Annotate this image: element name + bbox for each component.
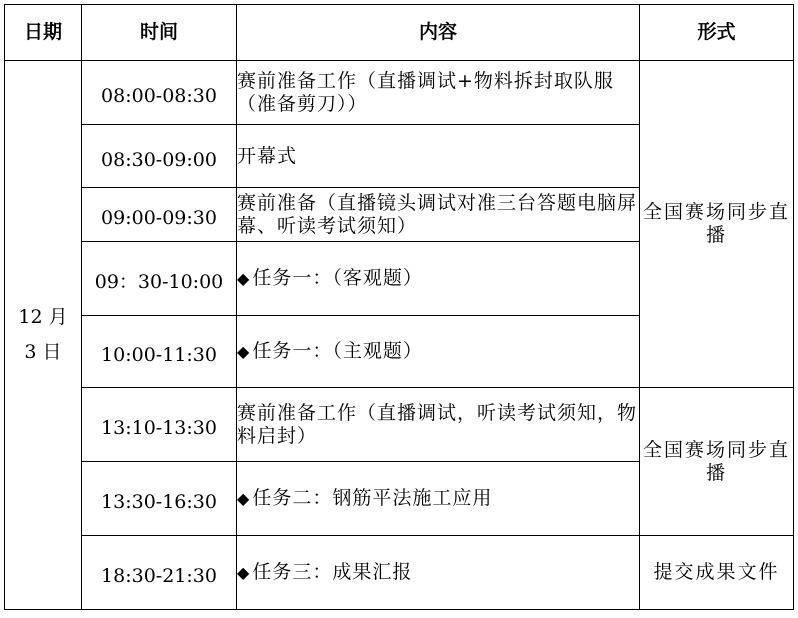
- time-cell: [82, 462, 237, 536]
- date-month: 12 月: [18, 306, 68, 328]
- header-date: 日期: [5, 5, 82, 61]
- time-cell: [82, 188, 237, 242]
- date-cell: [5, 61, 82, 610]
- time-cell: [82, 388, 237, 462]
- time-text: 13:10-13:30: [101, 417, 217, 439]
- date-day: 3 日: [24, 341, 62, 363]
- form-cell-afternoon: 全国赛场同步直播: [640, 388, 794, 536]
- content-cell: [237, 316, 640, 388]
- content-text: 任务三：成果汇报: [252, 561, 413, 583]
- time-cell: [82, 61, 237, 125]
- content-cell: [237, 462, 640, 536]
- content-cell: [237, 536, 640, 610]
- time-text: 09：30-10:00: [94, 271, 224, 293]
- content-cell: 赛前准备工作（直播调试，听读考试须知，物料启封）: [237, 388, 640, 462]
- time-text: 13:30-16:30: [101, 491, 217, 513]
- table-row: [5, 61, 794, 125]
- content-text: 任务一：（客观题）: [252, 267, 423, 289]
- form-cell-evening: 提交成果文件: [640, 536, 794, 610]
- time-cell: [82, 242, 237, 316]
- content-cell: 赛前准备（直播镜头调试对准三台答题电脑屏幕、听读考试须知）: [237, 188, 640, 242]
- table-row: [5, 536, 794, 610]
- header-time: 时间: [82, 5, 237, 61]
- content-cell: 开幕式: [237, 125, 640, 188]
- diamond-bullet-icon: ◆: [237, 269, 251, 288]
- time-cell: [82, 536, 237, 610]
- schedule-table: [4, 4, 794, 610]
- diamond-bullet-icon: ◆: [237, 342, 251, 361]
- time-cell: [82, 316, 237, 388]
- diamond-bullet-icon: ◆: [237, 563, 251, 582]
- content-cell: 赛前准备工作（直播调试+物料拆封取队服（准备剪刀））: [237, 61, 640, 125]
- content-text: 任务二：钢筋平法施工应用: [252, 487, 493, 509]
- time-text: 09:00-09:30: [101, 207, 217, 229]
- diamond-bullet-icon: ◆: [237, 489, 251, 508]
- time-text: 08:30-09:00: [101, 148, 217, 171]
- time-text: 18:30-21:30: [101, 565, 217, 587]
- time-text: 08:00-08:30: [101, 85, 217, 107]
- header-form: 形式: [640, 5, 794, 61]
- time-text: 10:00-11:30: [101, 344, 217, 366]
- table-row: [5, 388, 794, 462]
- header-content: 内容: [237, 5, 640, 61]
- time-cell: [82, 125, 237, 188]
- header-row: [5, 5, 794, 61]
- content-cell: [237, 242, 640, 316]
- content-text: 任务一：（主观题）: [252, 340, 423, 362]
- form-cell-morning: 全国赛场同步直播: [640, 61, 794, 388]
